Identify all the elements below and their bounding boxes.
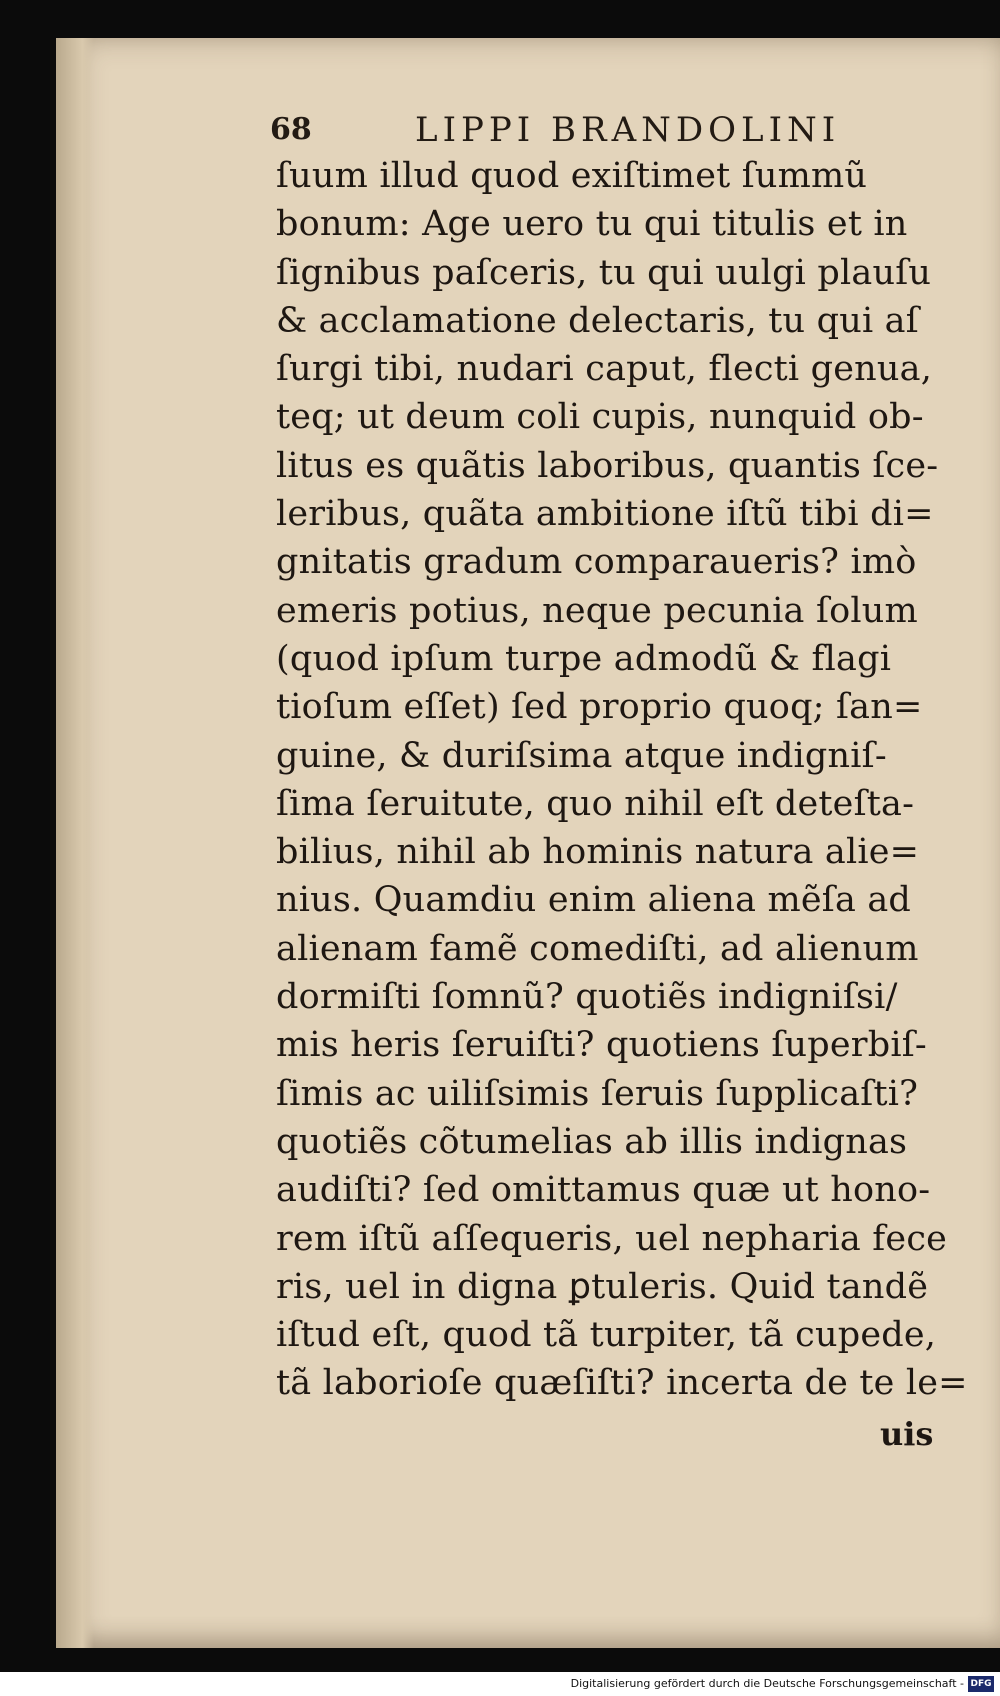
text-line: audiſti? ſed omittamus quæ ut hono-	[276, 1170, 931, 1211]
text-line: ris, uel in digna ꝑtuleris. Quid tandẽ	[276, 1266, 929, 1307]
text-line: ſignibus paſceris, tu qui uulgi plauſu	[276, 252, 932, 293]
text-line: ſimis ac uiliſsimis ſeruis ſupplicaſti?	[276, 1073, 919, 1114]
text-line: & acclamatione delectaris, tu qui aſ	[276, 300, 919, 341]
text-line: tã laborioſe quæſiſti? incerta de te le=	[276, 1363, 968, 1404]
text-line: leribus, quãta ambitione iſtũ tibi di=	[276, 494, 934, 535]
text-line: alienam famẽ comediſti, ad alienum	[276, 928, 919, 969]
text-line: bonum: Age uero tu qui titulis et in	[276, 204, 908, 245]
text-line: gnitatis gradum comparaueris? imò	[276, 542, 917, 583]
catchword: uis	[880, 1415, 934, 1453]
text-line: ſuum illud quod exiſtimet ſummũ	[276, 156, 868, 196]
running-title: LIPPI BRANDOLINI	[415, 110, 841, 150]
text-line: mis heris ſeruiſti? quotiens ſuperbiſ-	[276, 1025, 927, 1066]
body-text	[276, 152, 968, 1408]
text-line: quotiẽs cõtumelias ab illis indignas	[276, 1121, 908, 1162]
text-line: ſima ſeruitute, quo nihil eſt deteſta-	[276, 783, 915, 824]
text-line: teq; ut deum coli cupis, nunquid ob-	[276, 397, 924, 438]
page-gutter	[56, 38, 94, 1648]
running-head	[270, 105, 870, 155]
dfg-logo: DFG	[968, 1676, 994, 1692]
text-line: bilius, nihil ab hominis natura alie=	[276, 832, 920, 873]
digitization-credit-bar	[0, 1672, 1000, 1696]
text-line: ſurgi tibi, nudari caput, flecti genua,	[276, 349, 933, 390]
text-line: iſtud eſt, quod tã turpiter, tã cupede,	[276, 1315, 937, 1356]
credit-text: Digitalisierung gefördert durch die Deutsche Forschungsgemeinschaft -	[570, 1677, 964, 1690]
text-line: (quod ipſum turpe admodũ & flagi	[276, 638, 892, 679]
page-number: 68	[270, 112, 312, 147]
text-line: tioſum eſſet) ſed proprio quoq; ſan=	[276, 687, 923, 728]
text-line: litus es quãtis laboribus, quantis ſce-	[276, 445, 939, 486]
text-line: guine, & duriſsima atque indigniſ-	[276, 735, 887, 776]
text-line: nius. Quamdiu enim aliena mẽſa ad	[276, 880, 912, 921]
text-line: dormiſti ſomnũ? quotiẽs indigniſsi/	[276, 977, 898, 1018]
text-line: rem iſtũ aſſequeris, uel nepharia fece	[276, 1218, 948, 1259]
text-line: emeris potius, neque pecunia ſolum	[276, 590, 918, 631]
